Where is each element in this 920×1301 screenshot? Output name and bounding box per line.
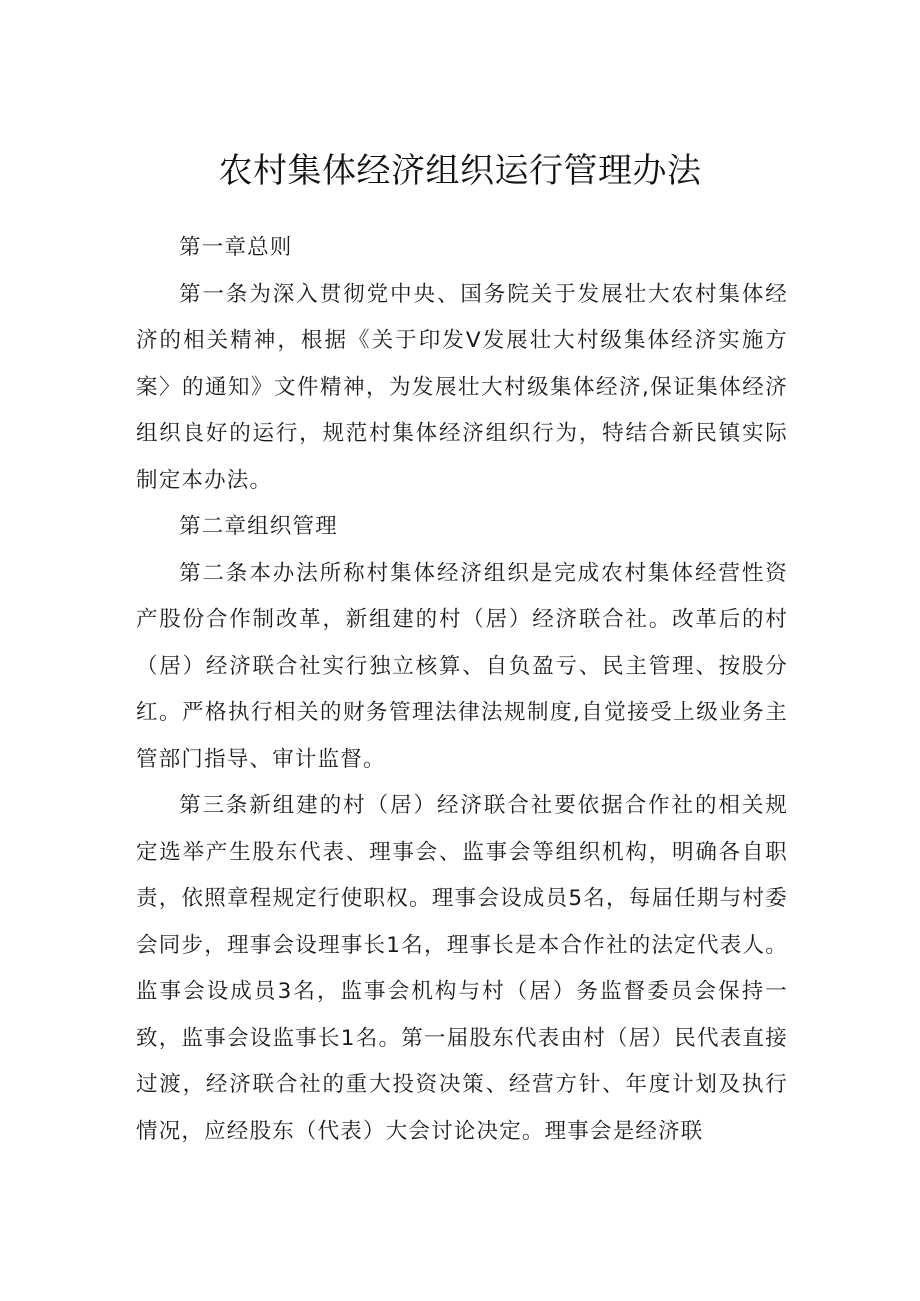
article-paragraph: 第三条新组建的村（居）经济联合社要依据合作社的相关规定选举产生股东代表、理事会、监事会等组织机构，明确各自职责，依照章程规定行使职权。理事会设成员5名，每届任期与村委会同步，理事会设理事长1名，理事长是本合作社的法定代表人。监事会设成员3名，监事会机构与村（居）务监督委员会保持一致，监事会设监事长1名。第一届股东代表由村（居）民代表直接过渡，经济联合社的重大投资决策、经营方针、年度计划及执行情况，应经股东（代表）大会讨论决定。理事会是经济联 bbox=[136, 793, 788, 1144]
document-title: 农村集体经济组织运行管理办法 bbox=[218, 151, 702, 191]
article-paragraph: 第二条本办法所称村集体经济组织是完成农村集体经营性资产股份合作制改革，新组建的村（居）经济联合社。改革后的村（居）经济联合社实行独立核算、自负盈亏、民主管理、按股分红。严格执行相关的财务管理法律法规制度,自觉接受上级业务主管部门指导、审计监督。 bbox=[136, 560, 788, 772]
chapter-heading: 第一章总则 bbox=[179, 235, 293, 260]
document-body bbox=[136, 225, 788, 1155]
article-paragraph: 第一条为深入贯彻党中央、国务院关于发展壮大农村集体经济的相关精神，根据《关于印发V发展壮大村级集体经济实施方案〉的通知》文件精神，为发展壮大村级集体经济,保证集体经济组织良好的运行，规范村集体经济组织行为，特结合新民镇实际制定本办法。 bbox=[136, 281, 788, 493]
chapter-heading: 第二章组织管理 bbox=[179, 514, 338, 539]
